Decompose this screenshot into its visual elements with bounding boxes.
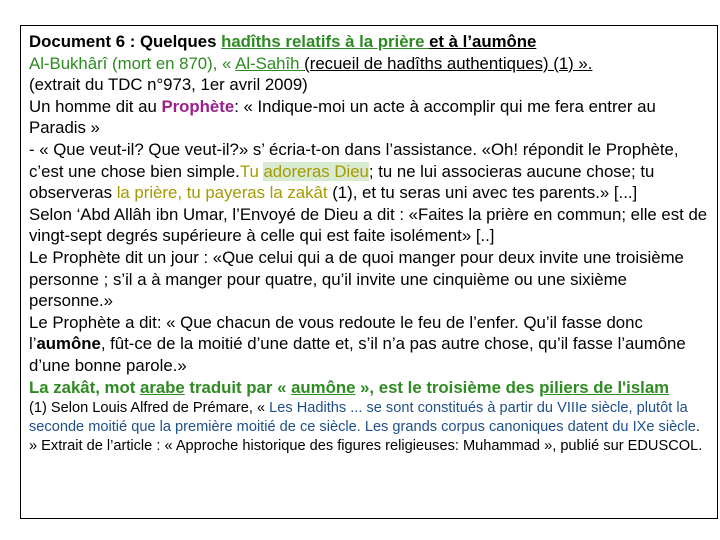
document-box — [20, 25, 718, 519]
p5-text-c: , fût-ce de la moitié d’une datte et, s’il n’a pas autre chose, qu’il fasse l’aumône d’une bonne parole.» — [29, 334, 686, 375]
p2-adoreras-dieu: adoreras Dieu — [263, 161, 369, 181]
p2-la-priere: la prière — [116, 183, 178, 203]
paragraph-2 — [29, 139, 709, 204]
p2-tu-payeras: tu payeras la — [186, 183, 288, 203]
paragraph-5 — [29, 312, 709, 377]
paragraph-6 — [29, 377, 709, 399]
p2-text-d: ; tu ne lui associeras aucune chose; tu observeras — [29, 161, 655, 203]
p2-text-i: (1), et tu seras uni avec tes parents.» [...] — [327, 183, 638, 203]
note-text-a: (1) Selon Louis Alfred de Prémare, « — [29, 400, 270, 417]
extract-line: (extrait du TDC n°973, 1er avril 2009) — [29, 75, 308, 95]
source-work: Al-Sahîh — [235, 53, 305, 73]
paragraph-3: Selon ‘Abd Allâh ibn Umar, l’Envoyé de Dieu a dit : «Faites la prière en commun; elle est de vingt-sept degrés supérieure à celle qui est faite isolément» [..] — [29, 204, 708, 246]
p2-tu: Tu — [239, 161, 264, 181]
title-prefix: Document 6 : Quelques — [29, 32, 222, 51]
title-aumone: et à l’aumône — [429, 32, 537, 51]
p2-text-a: - « Que veut-il? Que veut-il?» s’ écria-t-on dans l’assistance. «Oh! répondit le Prophète, c’est une chose bien simple. — [29, 139, 679, 181]
p6-aumone: aumône — [291, 377, 356, 397]
p2-comma: , — [177, 183, 187, 203]
paragraph-1 — [29, 96, 709, 139]
p6-text-e: », est le troisième des — [355, 377, 540, 397]
source-desc: (recueil de hadîths authentiques) (1) ». — [304, 53, 593, 73]
p1-text-a: Un homme dit au — [29, 96, 162, 116]
note-quote: Les Hadiths ... se sont constitués à partir du VIIIe siècle, plutôt la seconde moitié que la première moitié de ce siècle. Les grands corpus canoniques datent du IXe siècle — [29, 400, 696, 436]
document-title — [29, 31, 709, 53]
note-text-c: . » Extrait de l’article : « Approche historique des figures religieuses: Muhammad », publié sur EDUSCOL. — [29, 419, 703, 455]
p5-aumone: aumône — [36, 334, 101, 354]
p6-piliers: piliers de l'islam — [539, 377, 670, 397]
title-hadiths: hadîths relatifs à la prière — [221, 32, 430, 51]
p1-prophete: Prophète — [161, 96, 235, 116]
source-author: Al-Bukhârî (mort en 870), « — [29, 53, 236, 73]
document-content — [29, 31, 709, 456]
p6-text-a: La zakât, mot — [29, 377, 140, 397]
source-line — [29, 53, 709, 75]
p6-arabe: arabe — [139, 377, 185, 397]
p2-zakat: zakât — [287, 183, 328, 203]
paragraph-4: Le Prophète dit un jour : «Que celui qui a de quoi manger pour deux invite une troisième personne ; s’il a à manger pour quatre, qu’il invite une cinquième ou une sixième personne.» — [29, 247, 684, 311]
p1-text-c: : « Indique-moi un acte à accomplir qui me fera entrer au Paradis » — [29, 96, 656, 138]
footnote — [29, 399, 709, 456]
p6-text-c: traduit par « — [184, 377, 292, 397]
p5-text-a: Le Prophète a dit: « Que chacun de vous redoute le feu de l’enfer. Qu’il fasse donc l’ — [29, 312, 643, 354]
